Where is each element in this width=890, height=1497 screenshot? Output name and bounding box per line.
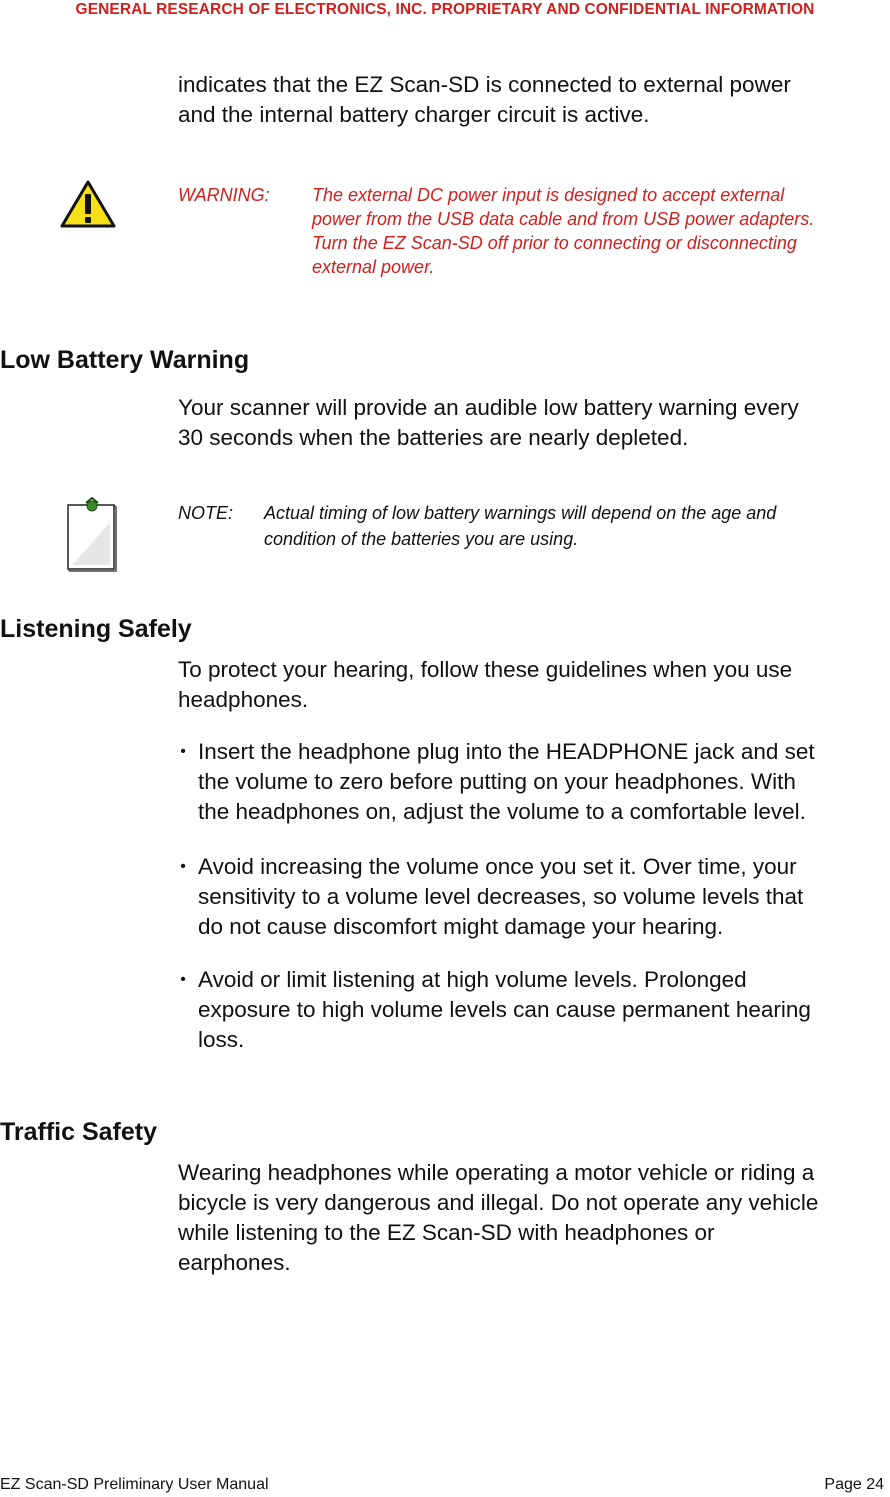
intro-line: indicates that the EZ Scan-SD is connected to external power bbox=[178, 72, 791, 97]
list-item bbox=[178, 852, 888, 942]
note-text bbox=[264, 500, 884, 552]
listening-intro-line: headphones. bbox=[178, 687, 309, 712]
list-item-line: the headphones on, adjust the volume to a comfortable level. bbox=[198, 799, 806, 824]
low-battery-paragraph bbox=[178, 393, 883, 453]
footer-manual-title: EZ Scan-SD Preliminary User Manual bbox=[0, 1476, 269, 1493]
listening-intro bbox=[178, 655, 883, 715]
traffic-line: while listening to the EZ Scan-SD with headphones or bbox=[178, 1220, 715, 1245]
list-item bbox=[178, 737, 888, 827]
intro-line: and the internal battery charger circuit is active. bbox=[178, 102, 650, 127]
warning-triangle-icon bbox=[60, 180, 116, 228]
low-battery-heading: Low Battery Warning bbox=[0, 346, 250, 374]
warning-line: external power. bbox=[312, 257, 435, 277]
traffic-line: bicycle is very dangerous and illegal. Do not operate any vehicle bbox=[178, 1190, 819, 1215]
note-line: condition of the batteries you are using. bbox=[264, 529, 579, 549]
list-item bbox=[178, 965, 888, 1055]
warning-line: power from the USB data cable and from USB power adapters. bbox=[312, 209, 815, 229]
confidential-header: GENERAL RESEARCH OF ELECTRONICS, INC. PROPRIETARY AND CONFIDENTIAL INFORMATION bbox=[75, 1, 815, 18]
bullet-icon: • bbox=[180, 858, 186, 875]
traffic-heading: Traffic Safety bbox=[0, 1118, 158, 1146]
list-item-line: Avoid increasing the volume once you set it. Over time, your bbox=[198, 854, 797, 879]
list-item-text bbox=[198, 852, 888, 942]
note-pad-icon bbox=[62, 497, 122, 573]
list-item-text bbox=[198, 965, 888, 1055]
note-label: NOTE: bbox=[178, 503, 234, 523]
traffic-line: earphones. bbox=[178, 1250, 291, 1275]
list-item-line: Avoid or limit listening at high volume levels. Prolonged bbox=[198, 967, 747, 992]
footer-page-number: Page 24 bbox=[824, 1476, 884, 1493]
low-battery-line: 30 seconds when the batteries are nearly depleted. bbox=[178, 425, 689, 450]
listening-intro-line: To protect your hearing, follow these guidelines when you use bbox=[178, 657, 793, 682]
warning-line: Turn the EZ Scan-SD off prior to connecting or disconnecting bbox=[312, 233, 797, 253]
low-battery-line: Your scanner will provide an audible low battery warning every bbox=[178, 395, 799, 420]
note-line: Actual timing of low battery warnings will depend on the age and bbox=[264, 503, 777, 523]
listening-heading: Listening Safely bbox=[0, 615, 192, 643]
list-item-line: the volume to zero before putting on your headphones. With bbox=[198, 769, 796, 794]
list-item-text bbox=[198, 737, 888, 827]
list-item-line: do not cause discomfort might damage your hearing. bbox=[198, 914, 724, 939]
list-item-line: exposure to high volume levels can cause permanent hearing bbox=[198, 997, 811, 1022]
warning-line: The external DC power input is designed to accept external bbox=[312, 185, 785, 205]
warning-label: WARNING: bbox=[178, 185, 270, 205]
list-item-line: sensitivity to a volume level decreases, so volume levels that bbox=[198, 884, 804, 909]
list-item-line: Insert the headphone plug into the HEADPHONE jack and set bbox=[198, 739, 815, 764]
list-item-line: loss. bbox=[198, 1027, 245, 1052]
traffic-line: Wearing headphones while operating a motor vehicle or riding a bbox=[178, 1160, 815, 1185]
bullet-icon: • bbox=[180, 971, 186, 988]
warning-text bbox=[312, 183, 890, 279]
bullet-icon: • bbox=[180, 743, 186, 760]
intro-paragraph bbox=[178, 70, 883, 130]
traffic-paragraph bbox=[178, 1158, 890, 1278]
